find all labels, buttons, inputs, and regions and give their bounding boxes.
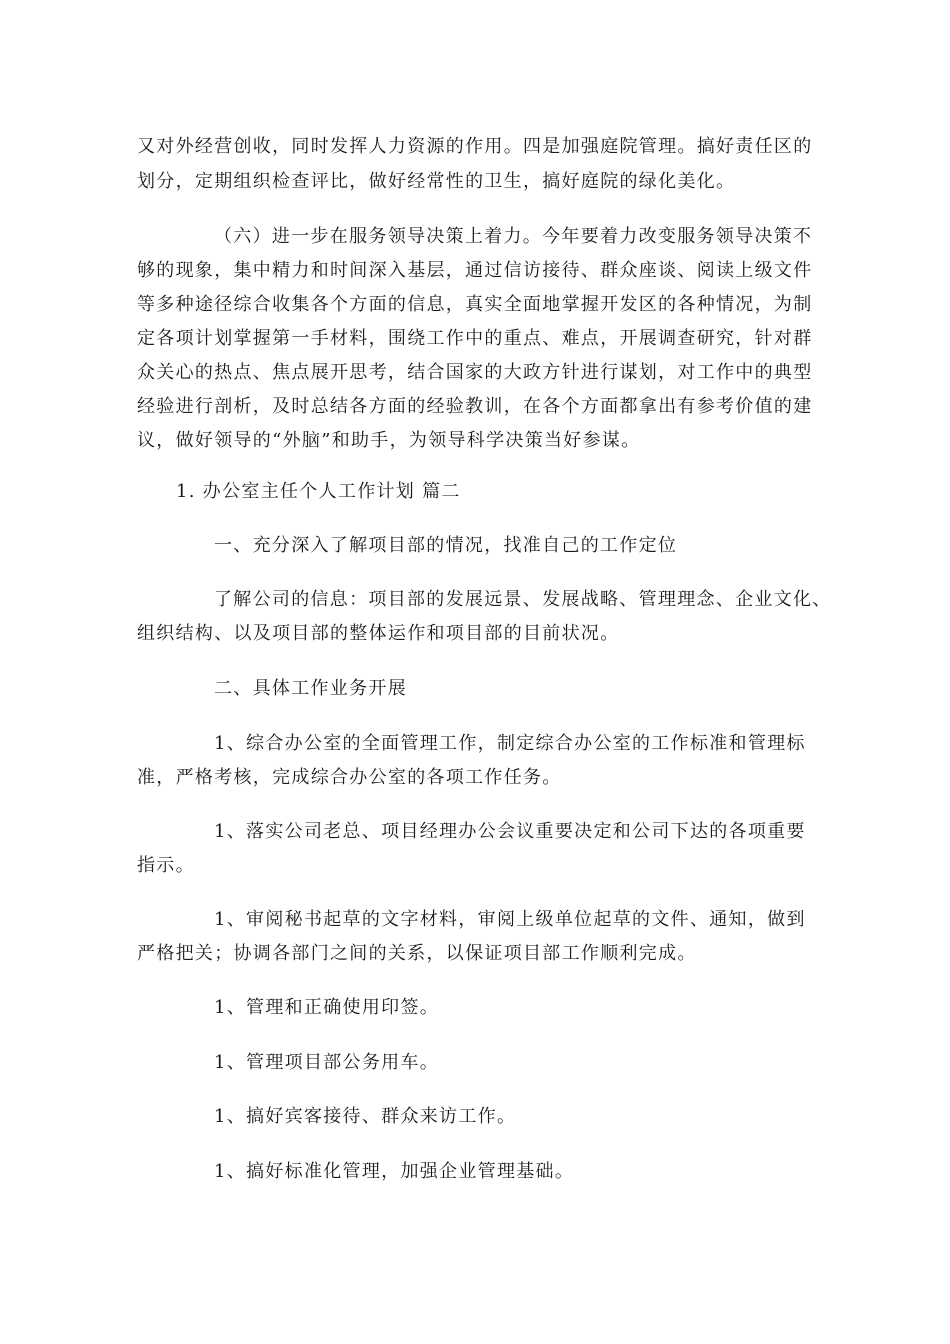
text-line: 了解公司的信息：项目部的发展远景、发展战略、管理理念、企业文化、 <box>214 589 832 610</box>
text-line: 一、充分深入了解项目部的情况，找准自己的工作定位 <box>214 535 678 556</box>
text-line: 1、落实公司老总、项目经理办公会议重要决定和公司下达的各项重要 <box>214 821 806 842</box>
text-line: 议，做好领导的“外脑”和助手，为领导科学决策当好参谋。 <box>137 430 641 451</box>
text-line: 1、搞好宾客接待、群众来访工作。 <box>214 1106 517 1127</box>
text-line: 又对外经营创收，同时发挥人力资源的作用。四是加强庭院管理。搞好责任区的 <box>137 136 813 157</box>
text-line: 定各项计划掌握第一手材料，围绕工作中的重点、难点，开展调查研究，针对群 <box>137 328 813 349</box>
text-line: 1、搞好标准化管理，加强企业管理基础。 <box>214 1161 575 1182</box>
text-line: 1、管理项目部公务用车。 <box>214 1052 440 1073</box>
text-line: 指示。 <box>137 855 195 876</box>
text-line: 众关心的热点、焦点展开思考，结合国家的大政方针进行谋划，对工作中的典型 <box>137 362 813 383</box>
text-line: 1、综合办公室的全面管理工作，制定综合办公室的工作标准和管理标 <box>214 733 806 754</box>
text-line: 划分，定期组织检查评比，做好经常性的卫生，搞好庭院的绿化美化。 <box>137 171 736 192</box>
text-line: 严格把关；协调各部门之间的关系，以保证项目部工作顺利完成。 <box>137 943 697 964</box>
text-line: 等多种途径综合收集各个方面的信息，真实全面地掌握开发区的各种情况，为制 <box>137 294 813 315</box>
text-line: （六）进一步在服务领导决策上着力。今年要着力改变服务领导决策不 <box>214 226 813 247</box>
text-line: 1、审阅秘书起草的文字材料，审阅上级单位起草的文件、通知，做到 <box>214 909 806 930</box>
text-line: 准，严格考核，完成综合办公室的各项工作任务。 <box>137 767 562 788</box>
text-line: 1、管理和正确使用印签。 <box>214 997 440 1018</box>
text-line: 组织结构、以及项目部的整体运作和项目部的目前状况。 <box>137 623 620 644</box>
text-line: 够的现象，集中精力和时间深入基层，通过信访接待、群众座谈、阅读上级文件 <box>137 260 813 281</box>
section-heading: 1. 办公室主任个人工作计划 篇二 <box>176 481 461 502</box>
text-line: 经验进行剖析，及时总结各方面的经验教训，在各个方面都拿出有参考价值的建 <box>137 396 813 417</box>
text-line: 二、具体工作业务开展 <box>214 678 407 699</box>
